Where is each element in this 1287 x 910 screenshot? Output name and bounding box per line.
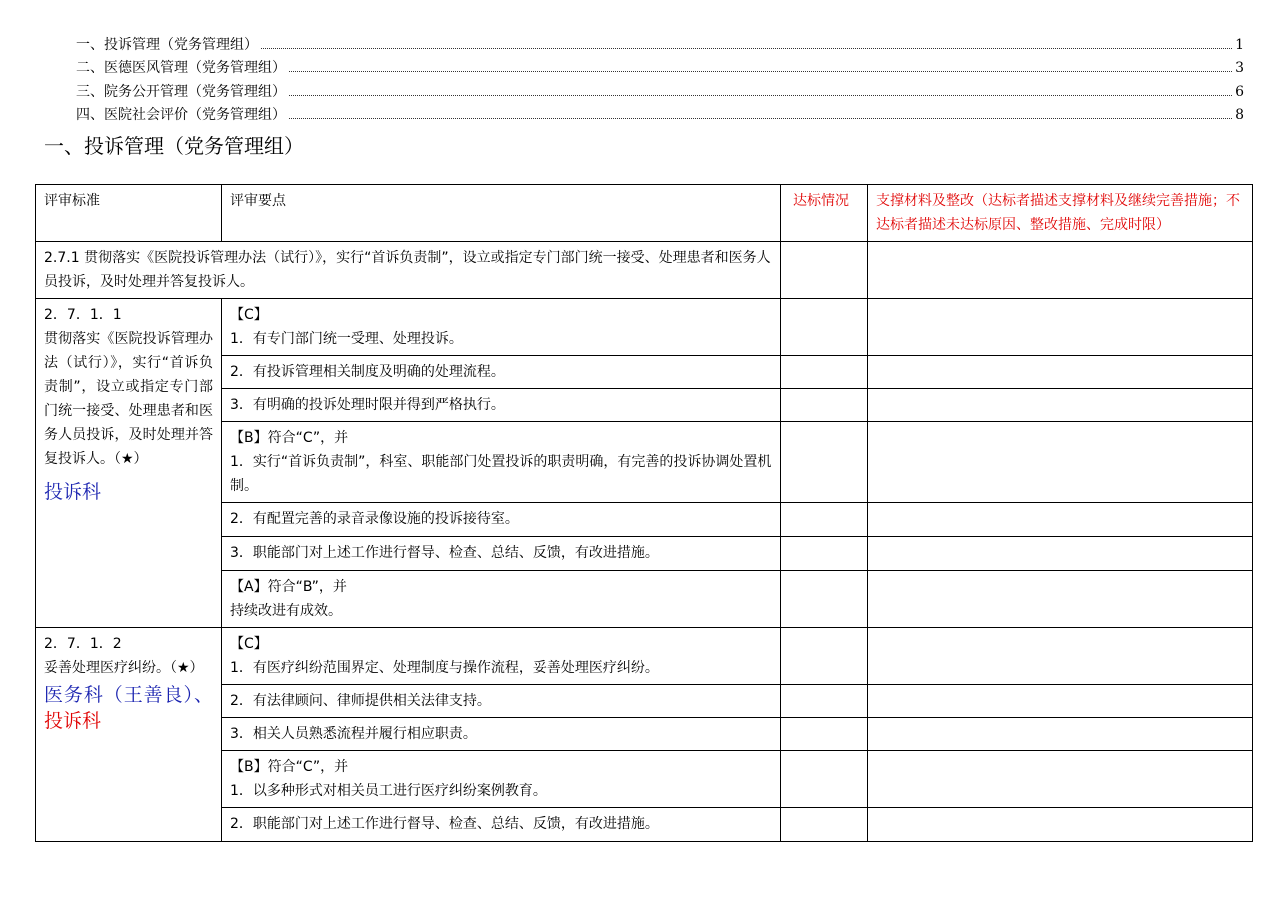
status-cell[interactable]	[781, 751, 868, 808]
materials-cell[interactable]	[868, 718, 1253, 751]
point-cell	[222, 628, 781, 685]
article-text: 2.7.1 贯彻落实《医院投诉管理办法（试行）》，实行“首诉负责制”，设立或指定专门部门统一接受、处理患者和医务人员投诉，及时处理并答复投诉人。	[36, 242, 781, 299]
grade-label: 【B】符合“C”，并	[230, 430, 349, 446]
department-primary: 医务科（王善良）、	[44, 684, 213, 706]
point-text: 持续改进有成效。	[230, 603, 342, 619]
responsible-department	[44, 682, 213, 734]
header-status: 达标情况	[781, 185, 868, 242]
toc-entry-text: 三、院务公开管理（党务管理组）	[76, 83, 286, 100]
point-cell	[222, 422, 781, 503]
standard-description: 贯彻落实《医院投诉管理办法（试行）》，实行“首诉负责制”，设立或指定专门部门统一接受、处理患者和医务人员投诉，及时处理并答复投诉人。（★）	[44, 331, 213, 467]
point-cell	[222, 571, 781, 628]
point-text: 1．以多种形式对相关员工进行医疗纠纷案例教育。	[230, 783, 547, 799]
materials-cell[interactable]	[868, 503, 1253, 537]
toc-entry-text: 一、投诉管理（党务管理组）	[76, 36, 258, 53]
table-row	[36, 299, 1253, 356]
materials-cell[interactable]	[868, 537, 1253, 571]
status-cell[interactable]	[781, 628, 868, 685]
header-standard: 评审标准	[36, 185, 222, 242]
toc-leader-dots	[289, 95, 1232, 96]
table-row	[36, 628, 1253, 685]
standard-cell-2-7-1-1	[36, 299, 222, 628]
point-text: 2．有法律顾问、律师提供相关法律支持。	[222, 685, 781, 718]
point-text: 1．实行“首诉负责制”，科室、职能部门处置投诉的职责明确，有完善的投诉协调处置机制。	[230, 454, 772, 494]
point-text: 2．有配置完善的录音录像设施的投诉接待室。	[222, 503, 781, 537]
toc-leader-dots	[289, 71, 1232, 72]
toc-leader-dots	[289, 118, 1232, 119]
point-text: 1．有医疗纠纷范围界定、处理制度与操作流程，妥善处理医疗纠纷。	[230, 660, 659, 676]
point-text: 3．有明确的投诉处理时限并得到严格执行。	[222, 389, 781, 422]
materials-cell[interactable]	[868, 299, 1253, 356]
header-points: 评审要点	[222, 185, 781, 242]
grade-label: 【C】	[230, 307, 268, 323]
header-materials: 支撑材料及整改（达标者描述支撑材料及继续完善措施；不达标者描述未达标原因、整改措施、完成时限）	[868, 185, 1253, 242]
toc-entry[interactable]	[76, 54, 1244, 78]
toc-entry-text: 四、医院社会评价（党务管理组）	[76, 107, 286, 123]
point-text: 2．有投诉管理相关制度及明确的处理流程。	[222, 356, 781, 389]
status-cell[interactable]	[781, 718, 868, 751]
status-cell[interactable]	[781, 537, 868, 571]
materials-cell[interactable]	[868, 751, 1253, 808]
materials-cell[interactable]	[868, 242, 1253, 299]
grade-label: 【C】	[230, 636, 268, 652]
materials-cell[interactable]	[868, 571, 1253, 628]
grade-label: 【A】符合“B”，并	[230, 579, 347, 595]
point-cell	[222, 299, 781, 356]
status-cell[interactable]	[781, 503, 868, 537]
table-row	[36, 242, 1253, 299]
standard-code: 2．7．1．2	[44, 636, 122, 652]
status-cell[interactable]	[781, 808, 868, 842]
status-cell[interactable]	[781, 299, 868, 356]
standard-cell-2-7-1-2	[36, 628, 222, 842]
toc-leader-dots	[261, 48, 1232, 49]
materials-cell[interactable]	[868, 356, 1253, 389]
standard-description: 妥善处理医疗纠纷。（★）	[44, 660, 204, 676]
point-text: 1．有专门部门统一受理、处理投诉。	[230, 331, 463, 347]
status-cell[interactable]	[781, 422, 868, 503]
toc-entry[interactable]	[76, 30, 1244, 54]
toc-page-number: 1	[1235, 36, 1244, 53]
point-cell	[222, 751, 781, 808]
review-table	[35, 184, 1253, 842]
toc-entry[interactable]	[76, 77, 1244, 101]
point-text: 3．相关人员熟悉流程并履行相应职责。	[222, 718, 781, 751]
status-cell[interactable]	[781, 242, 868, 299]
responsible-department: 投诉科	[44, 481, 102, 503]
toc-page-number: 8	[1235, 107, 1244, 123]
table-of-contents	[76, 30, 1244, 124]
status-cell[interactable]	[781, 389, 868, 422]
table-header-row	[36, 185, 1253, 242]
status-cell[interactable]	[781, 685, 868, 718]
point-text: 2．职能部门对上述工作进行督导、检查、总结、反馈，有改进措施。	[222, 808, 781, 842]
materials-cell[interactable]	[868, 808, 1253, 842]
standard-code: 2．7．1．1	[44, 307, 122, 323]
materials-cell[interactable]	[868, 685, 1253, 718]
section-heading: 一、投诉管理（党务管理组）	[44, 134, 304, 158]
materials-cell[interactable]	[868, 422, 1253, 503]
toc-entry-text: 二、医德医风管理（党务管理组）	[76, 60, 286, 76]
grade-label: 【B】符合“C”，并	[230, 759, 349, 775]
department-secondary: 投诉科	[44, 710, 102, 732]
status-cell[interactable]	[781, 356, 868, 389]
toc-entry[interactable]	[76, 101, 1244, 125]
materials-cell[interactable]	[868, 389, 1253, 422]
toc-page-number: 6	[1235, 83, 1244, 100]
toc-page-number: 3	[1235, 60, 1244, 76]
point-text: 3．职能部门对上述工作进行督导、检查、总结、反馈，有改进措施。	[222, 537, 781, 571]
materials-cell[interactable]	[868, 628, 1253, 685]
status-cell[interactable]	[781, 571, 868, 628]
